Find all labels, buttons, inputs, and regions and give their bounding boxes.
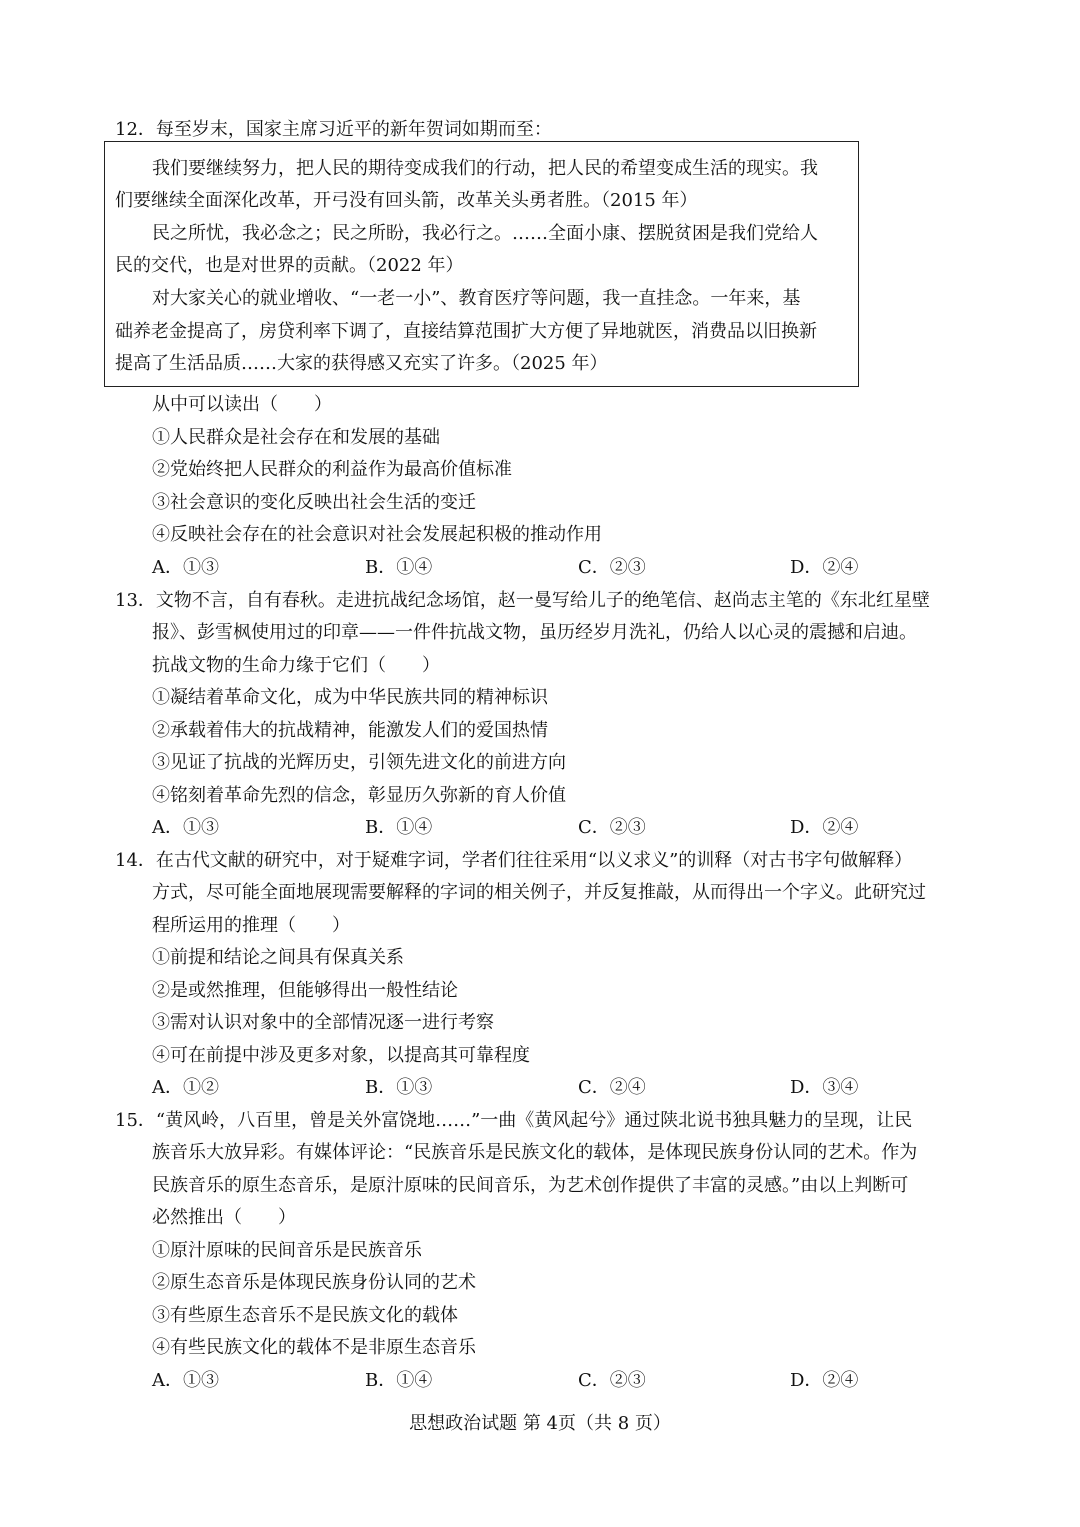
q13-option-d: D．②④ (790, 817, 859, 838)
q15-option-c: C．②③ (578, 1370, 646, 1391)
q13-stem-line-3: 抗战文物的生命力缘于它们（ ） (152, 655, 440, 676)
q15-stem-line-2: 族音乐大放异彩。有媒体评论：“民族音乐是民族文化的载体，是体现民族身份认同的艺术。作为 (152, 1142, 918, 1163)
q14-option-d: D．③④ (790, 1077, 859, 1098)
q14-option-a: A．①② (152, 1077, 219, 1098)
q14-option-c: C．②④ (578, 1077, 646, 1098)
q12-item-2: ②党始终把人民群众的利益作为最高价值标准 (152, 459, 512, 480)
q15-item-1: ①原汁原味的民间音乐是民族音乐 (152, 1240, 422, 1261)
q12-item-1: ①人民群众是社会存在和发展的基础 (152, 427, 440, 448)
q14-item-4: ④可在前提中涉及更多对象，以提高其可靠程度 (152, 1045, 530, 1066)
q12-box-line-5: 对大家关心的就业增收、“一老一小”、教育医疗等问题，我一直挂念。一年来，基 (152, 288, 801, 309)
q12-box-line-6: 础养老金提高了，房贷利率下调了，直接结算范围扩大方便了异地就医，消费品以旧换新 (115, 321, 817, 342)
q12-box-line-3: 民之所忧，我必念之；民之所盼，我必行之。……全面小康、摆脱贫困是我们党给人 (152, 223, 818, 244)
q13-option-c: C．②③ (578, 817, 646, 838)
q12-item-3: ③社会意识的变化反映出社会生活的变迁 (152, 492, 476, 513)
q13-item-1: ①凝结着革命文化，成为中华民族共同的精神标识 (152, 687, 548, 708)
q13-option-b: B．①④ (365, 817, 433, 838)
q15-option-d: D．②④ (790, 1370, 859, 1391)
q15-item-3: ③有些原生态音乐不是民族文化的载体 (152, 1305, 458, 1326)
q14-stem-line-3: 程所运用的推理（ ） (152, 915, 350, 936)
q12-box-line-7: 提高了生活品质……大家的获得感又充实了许多。（2025 年） (115, 353, 608, 374)
q15-option-b: B．①④ (365, 1370, 433, 1391)
q12-box-line-1: 我们要继续努力，把人民的期待变成我们的行动，把人民的希望变成生活的现实。我 (152, 158, 818, 179)
q15-item-4: ④有些民族文化的载体不是非原生态音乐 (152, 1337, 476, 1358)
q13-stem-line-1: 13．文物不言，自有春秋。走进抗战纪念场馆，赵一曼写给儿子的绝笔信、赵尚志主笔的《东北红星壁 (115, 590, 930, 611)
q15-stem-line-4: 必然推出（ ） (152, 1207, 296, 1228)
q14-stem-line-2: 方式，尽可能全面地展现需要解释的字词的相关例子，并反复推敲，从而得出一个字义。此研究过 (152, 882, 926, 903)
q12-option-d: D．②④ (790, 557, 859, 578)
q14-item-2: ②是或然推理，但能够得出一般性结论 (152, 980, 458, 1001)
q14-item-3: ③需对认识对象中的全部情况逐一进行考察 (152, 1012, 494, 1033)
q12-box-line-4: 民的交代，也是对世界的贡献。（2022 年） (115, 255, 464, 276)
q14-option-b: B．①③ (365, 1077, 433, 1098)
q13-item-2: ②承载着伟大的抗战精神，能激发人们的爱国热情 (152, 720, 548, 741)
q15-option-a: A．①③ (152, 1370, 219, 1391)
q13-item-4: ④铭刻着革命先烈的信念，彰显历久弥新的育人价值 (152, 785, 566, 806)
q13-stem-line-2: 报》、彭雪枫使用过的印章——一件件抗战文物，虽历经岁月洗礼，仍给人以心灵的震撼和启迪。 (152, 622, 917, 643)
q12-prompt: 从中可以读出（ ） (152, 394, 332, 415)
q12-option-c: C．②③ (578, 557, 646, 578)
q12-option-b: B．①④ (365, 557, 433, 578)
q15-stem-line-3: 民族音乐的原生态音乐，是原汁原味的民间音乐，为艺术创作提供了丰富的灵感。”由以上判断可 (152, 1175, 909, 1196)
q15-item-2: ②原生态音乐是体现民族身份认同的艺术 (152, 1272, 476, 1293)
q12-option-a: A．①③ (152, 557, 219, 578)
q14-item-1: ①前提和结论之间具有保真关系 (152, 947, 404, 968)
q12-stem: 12．每至岁末，国家主席习近平的新年贺词如期而至： (115, 119, 552, 140)
q12-box-line-2: 们要继续全面深化改革，开弓没有回头箭，改革关头勇者胜。（2015 年） (115, 190, 698, 211)
page-footer: 思想政治试题 第 4页（共 8 页） (409, 1413, 671, 1434)
q12-item-4: ④反映社会存在的社会意识对社会发展起积极的推动作用 (152, 524, 602, 545)
q14-stem-line-1: 14．在古代文献的研究中，对于疑难字词，学者们往往采用“以义求义”的训释（对古书字句做解释） (115, 850, 913, 871)
q15-stem-line-1: 15．“黄风岭，八百里，曾是关外富饶地……”一曲《黄风起兮》通过陕北说书独具魅力的呈现，让民 (115, 1110, 913, 1131)
q13-option-a: A．①③ (152, 817, 219, 838)
q13-item-3: ③见证了抗战的光辉历史，引领先进文化的前进方向 (152, 752, 566, 773)
